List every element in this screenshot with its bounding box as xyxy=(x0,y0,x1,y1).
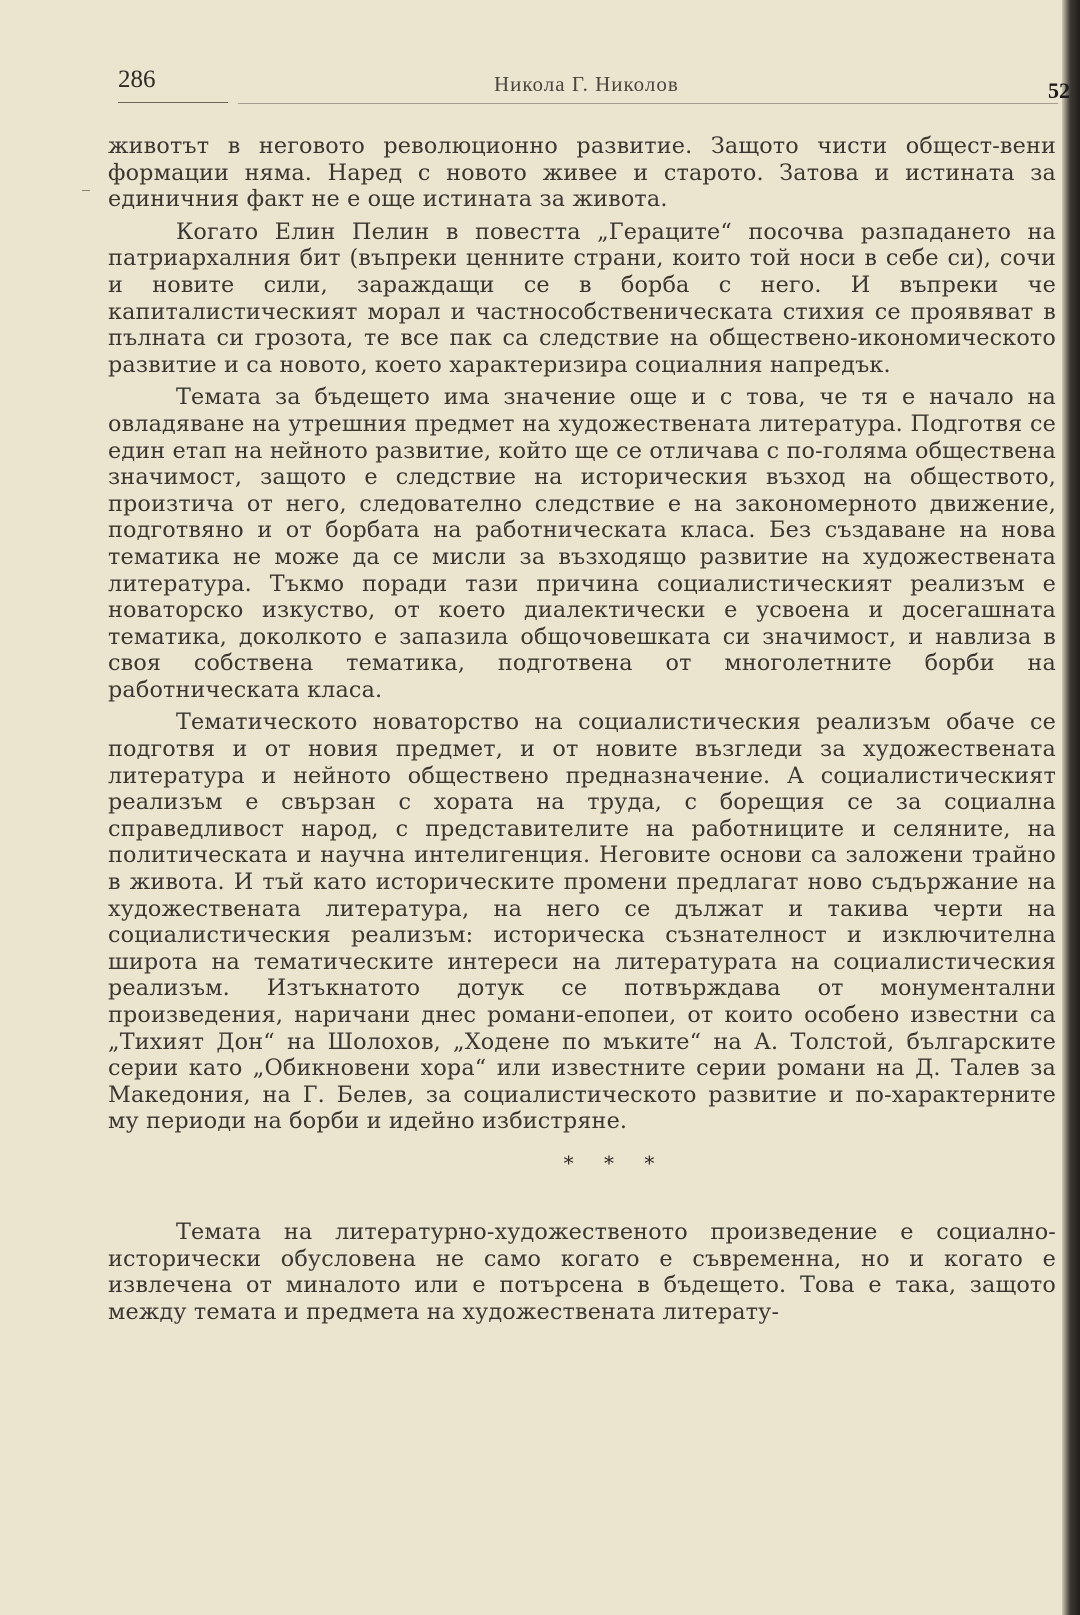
page-header xyxy=(118,66,1070,106)
page-number: 286 xyxy=(118,66,156,93)
header-rule xyxy=(238,103,1058,104)
paragraph-2: Когато Елин Пелин в повестта „Гераците“ посочва разпадането на патриархалния бит (въпреки ценните страни, които той носи в себе си), сочи и новите сили, зараждащи се в борба с него. И въпреки че капиталистическият морал и частнособственическата стихия се проявяват в пълната си грозота, те все пак са следствие на обществено-икономическото развитие и са новото, което характеризира социалния напредък. xyxy=(108,218,1056,378)
running-head: Никола Г. Николов xyxy=(494,72,679,96)
page-body xyxy=(108,133,1056,1325)
paragraph-1: животът в неговото революционно развитие. Защото чисти общест-вени формации няма. Наред с новото живее и старото. Затова и истината за единичния факт не е още истината за живота. xyxy=(108,133,1056,213)
header-rule-left xyxy=(118,102,228,103)
section-separator: * * * xyxy=(563,1150,667,1175)
margin-mark xyxy=(82,190,90,191)
edge-page-number: 52 xyxy=(1048,78,1070,103)
page-edge-shadow xyxy=(1062,0,1080,1615)
paragraph-4: Тематическото новаторство на социалистическия реализъм обаче се подготвя и от новия предмет, и от новите възгледи за художествената литература и нейното обществено предназначение. А социалистическият реализъм е свързан с хората на труда, с борещия се за социална справедливост народ, с представителите на работниците и селяните, на политическата и научна интелигенция. Неговите основи са заложени трайно в живота. И тъй като историческите промени предлагат ново съдържание на художествената литература, на него се дължат и такива черти на социалистическия реализъм: историческа съзнателност и изключителна широта на тематическите интереси на литературата на социалистическия реализъм. Изтъкнатото дотук се потвърждава от монументални произведения, наричани днес романи-епопеи, от които особено известни са „Тихият Дон“ на Шолохов, „Ходене по мъките“ на А. Толстой, българските серии като „Обикновени хора“ или известните серии романи на Д. Талев за Македония, на Г. Белев, за социалистическото развитие и по-характерните му периоди на борби и идейно избистряне. xyxy=(108,709,1056,1135)
paragraph-5: Темата на литературно-художественото произведение е социално-исторически обусловена не само когато е съвременна, но и когато е извлечена от миналото или е потърсена в бъдещето. Това е така, защото между темата и предмета на художествената литерату- xyxy=(108,1218,1056,1325)
paragraph-3: Темата за бъдещето има значение още и с това, че тя е начало на овладяване на утрешния предмет на художествената литература. Подготвя се един етап на нейното развитие, който ще се отличава с по-голяма обществена значимост, защото е следствие на историческия възход на обществото, произтича от него, следователно следствие е на закономерното движение, подготвяно и от борбата на работническата класа. Без създаване на нова тематика не може да се мисли за възходящо развитие на художествената литература. Тъкмо поради тази причина социалистическият реализъм е новаторско изкуство, от което диалектически е усвоена и досегашната тематика, доколкото е запазила общочовешката си значимост, и навлиза в своя собствена тематика, подготвена от многолетните борби на работническата класа. xyxy=(108,384,1056,703)
